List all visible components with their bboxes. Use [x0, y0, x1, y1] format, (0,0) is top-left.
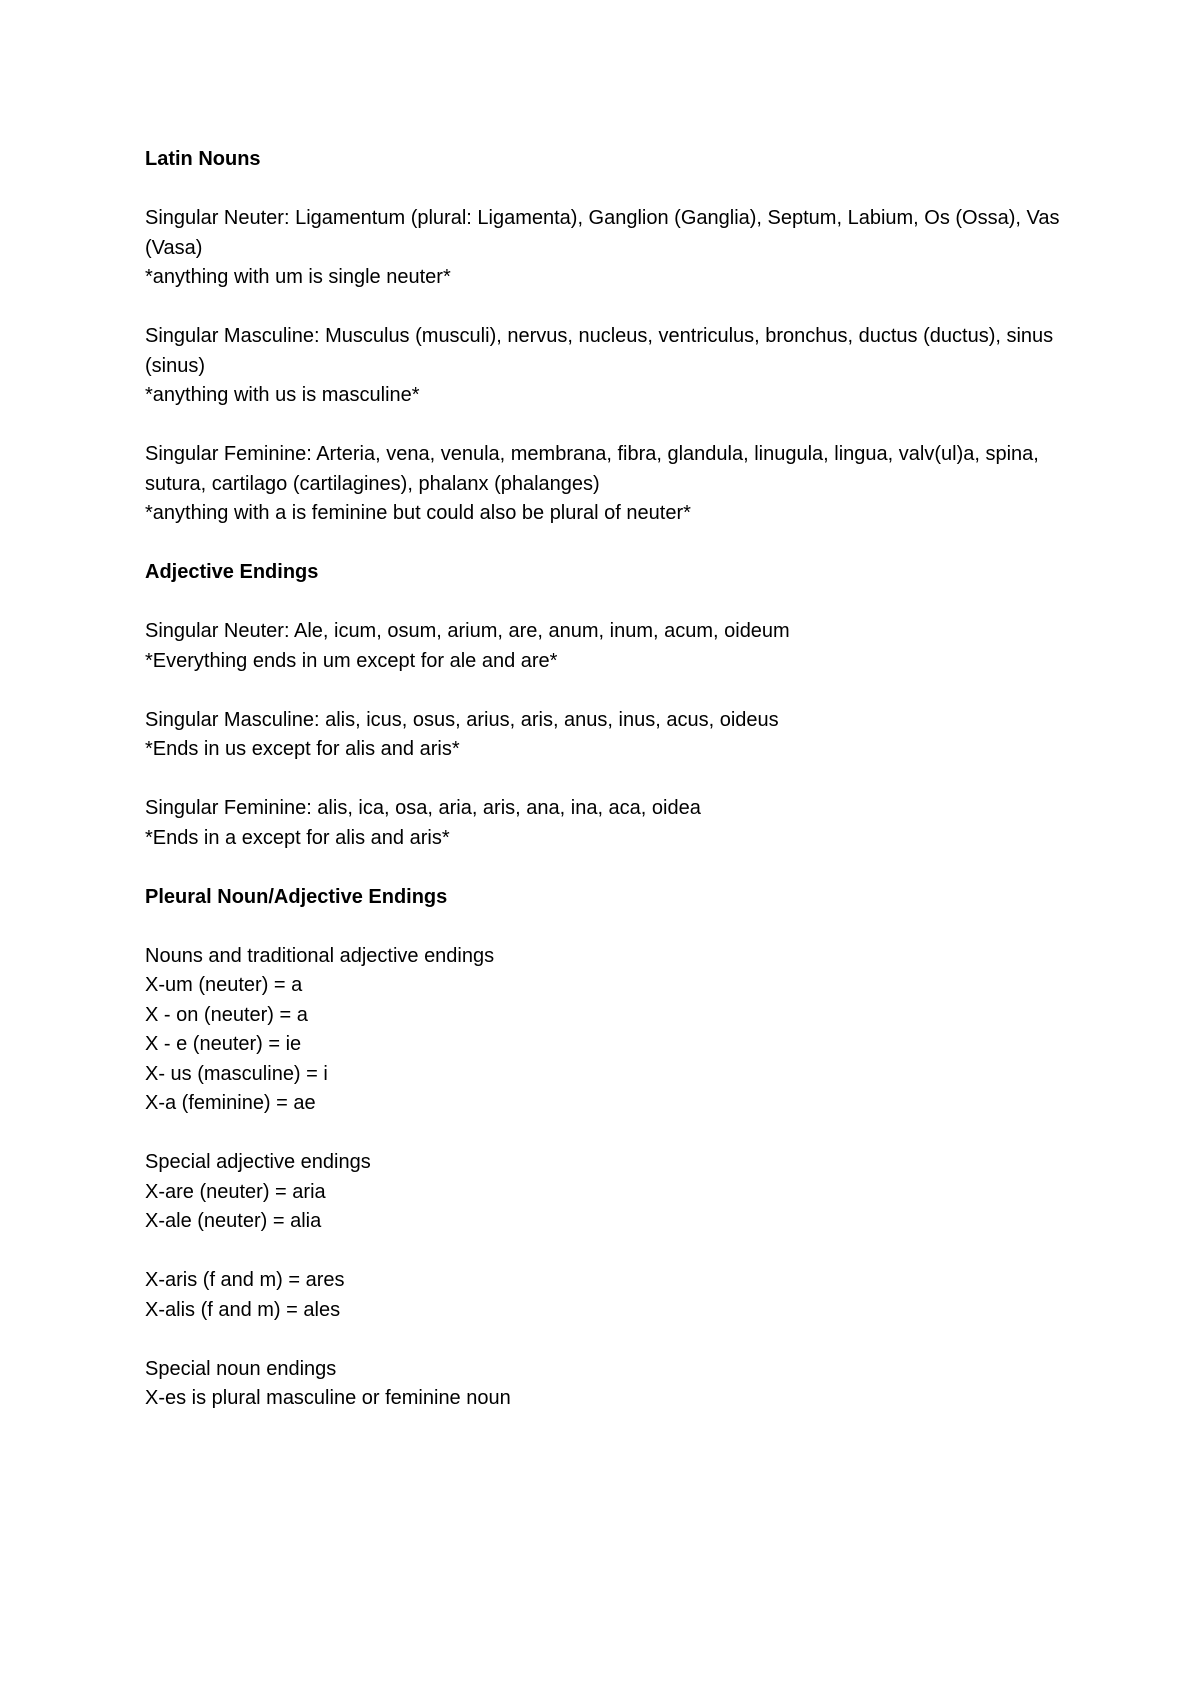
spacer [145, 293, 1065, 323]
spacer [145, 1119, 1065, 1149]
adj-feminine-line: Singular Feminine: alis, ica, osa, aria, aris, ana, ina, aca, oidea [145, 797, 701, 819]
traditional-endings-title: Nouns and traditional adjective endings [145, 944, 495, 967]
spacer [145, 1325, 1065, 1355]
spacer [145, 529, 1065, 559]
rule-line: X- us (masculine) = i [145, 1062, 328, 1085]
spacer [145, 912, 1065, 942]
spacer [145, 676, 1065, 706]
adj-neuter-note: *Everything ends in um except for ale and are* [145, 649, 558, 672]
document-body [145, 145, 1065, 1414]
adj-masculine-line: Singular Masculine: alis, icus, osus, arius, aris, anus, inus, acus, oideus [145, 708, 779, 731]
spacer [145, 853, 1065, 883]
adjective-endings-heading: Adjective Endings [145, 561, 319, 583]
rule-line: X-aris (f and m) = ares [145, 1269, 345, 1291]
noun-feminine-note: *anything with a is feminine but could also be plural of neuter* [145, 502, 691, 524]
spacer [145, 588, 1065, 618]
adj-neuter-line: Singular Neuter: Ale, icum, osum, arium, are, anum, inum, acum, oideum [145, 620, 790, 642]
spacer [145, 765, 1065, 795]
noun-neuter-note: *anything with um is single neuter* [145, 266, 451, 288]
spacer [145, 411, 1065, 441]
rule-line: X - on (neuter) = a [145, 1003, 308, 1026]
special-adjective-title: Special adjective endings [145, 1151, 371, 1173]
rule-line: X - e (neuter) = ie [145, 1033, 302, 1055]
spacer [145, 1237, 1065, 1267]
rule-line: X-are (neuter) = aria [145, 1180, 326, 1203]
rule-line: X-um (neuter) = a [145, 974, 303, 996]
noun-masculine-line: Singular Masculine: Musculus (musculi), nervus, nucleus, ventriculus, bronchus, ductus (ductus), sinus (sinus) [145, 325, 1054, 377]
latin-nouns-heading: Latin Nouns [145, 148, 261, 170]
adj-feminine-note: *Ends in a except for alis and aris* [145, 826, 450, 849]
rule-line: X-es is plural masculine or feminine noun [145, 1387, 511, 1409]
noun-masculine-note: *anything with us is masculine* [145, 384, 420, 406]
rule-line: X-a (feminine) = ae [145, 1092, 316, 1114]
rule-line: X-ale (neuter) = alia [145, 1210, 322, 1232]
plural-endings-heading: Pleural Noun/Adjective Endings [145, 885, 448, 908]
special-noun-title: Special noun endings [145, 1357, 337, 1380]
noun-feminine-line: Singular Feminine: Arteria, vena, venula, membrana, fibra, glandula, linugula, lingua, valv(ul)a, spina, sutura, cartilago (cartilagines), phalanx (phalanges) [145, 443, 1039, 495]
noun-neuter-line: Singular Neuter: Ligamentum (plural: Ligamenta), Ganglion (Ganglia), Septum, Labium, Os (Ossa), Vas (Vasa) [145, 207, 1060, 259]
rule-line: X-alis (f and m) = ales [145, 1298, 341, 1321]
adj-masculine-note: *Ends in us except for alis and aris* [145, 738, 460, 760]
spacer [145, 175, 1065, 205]
